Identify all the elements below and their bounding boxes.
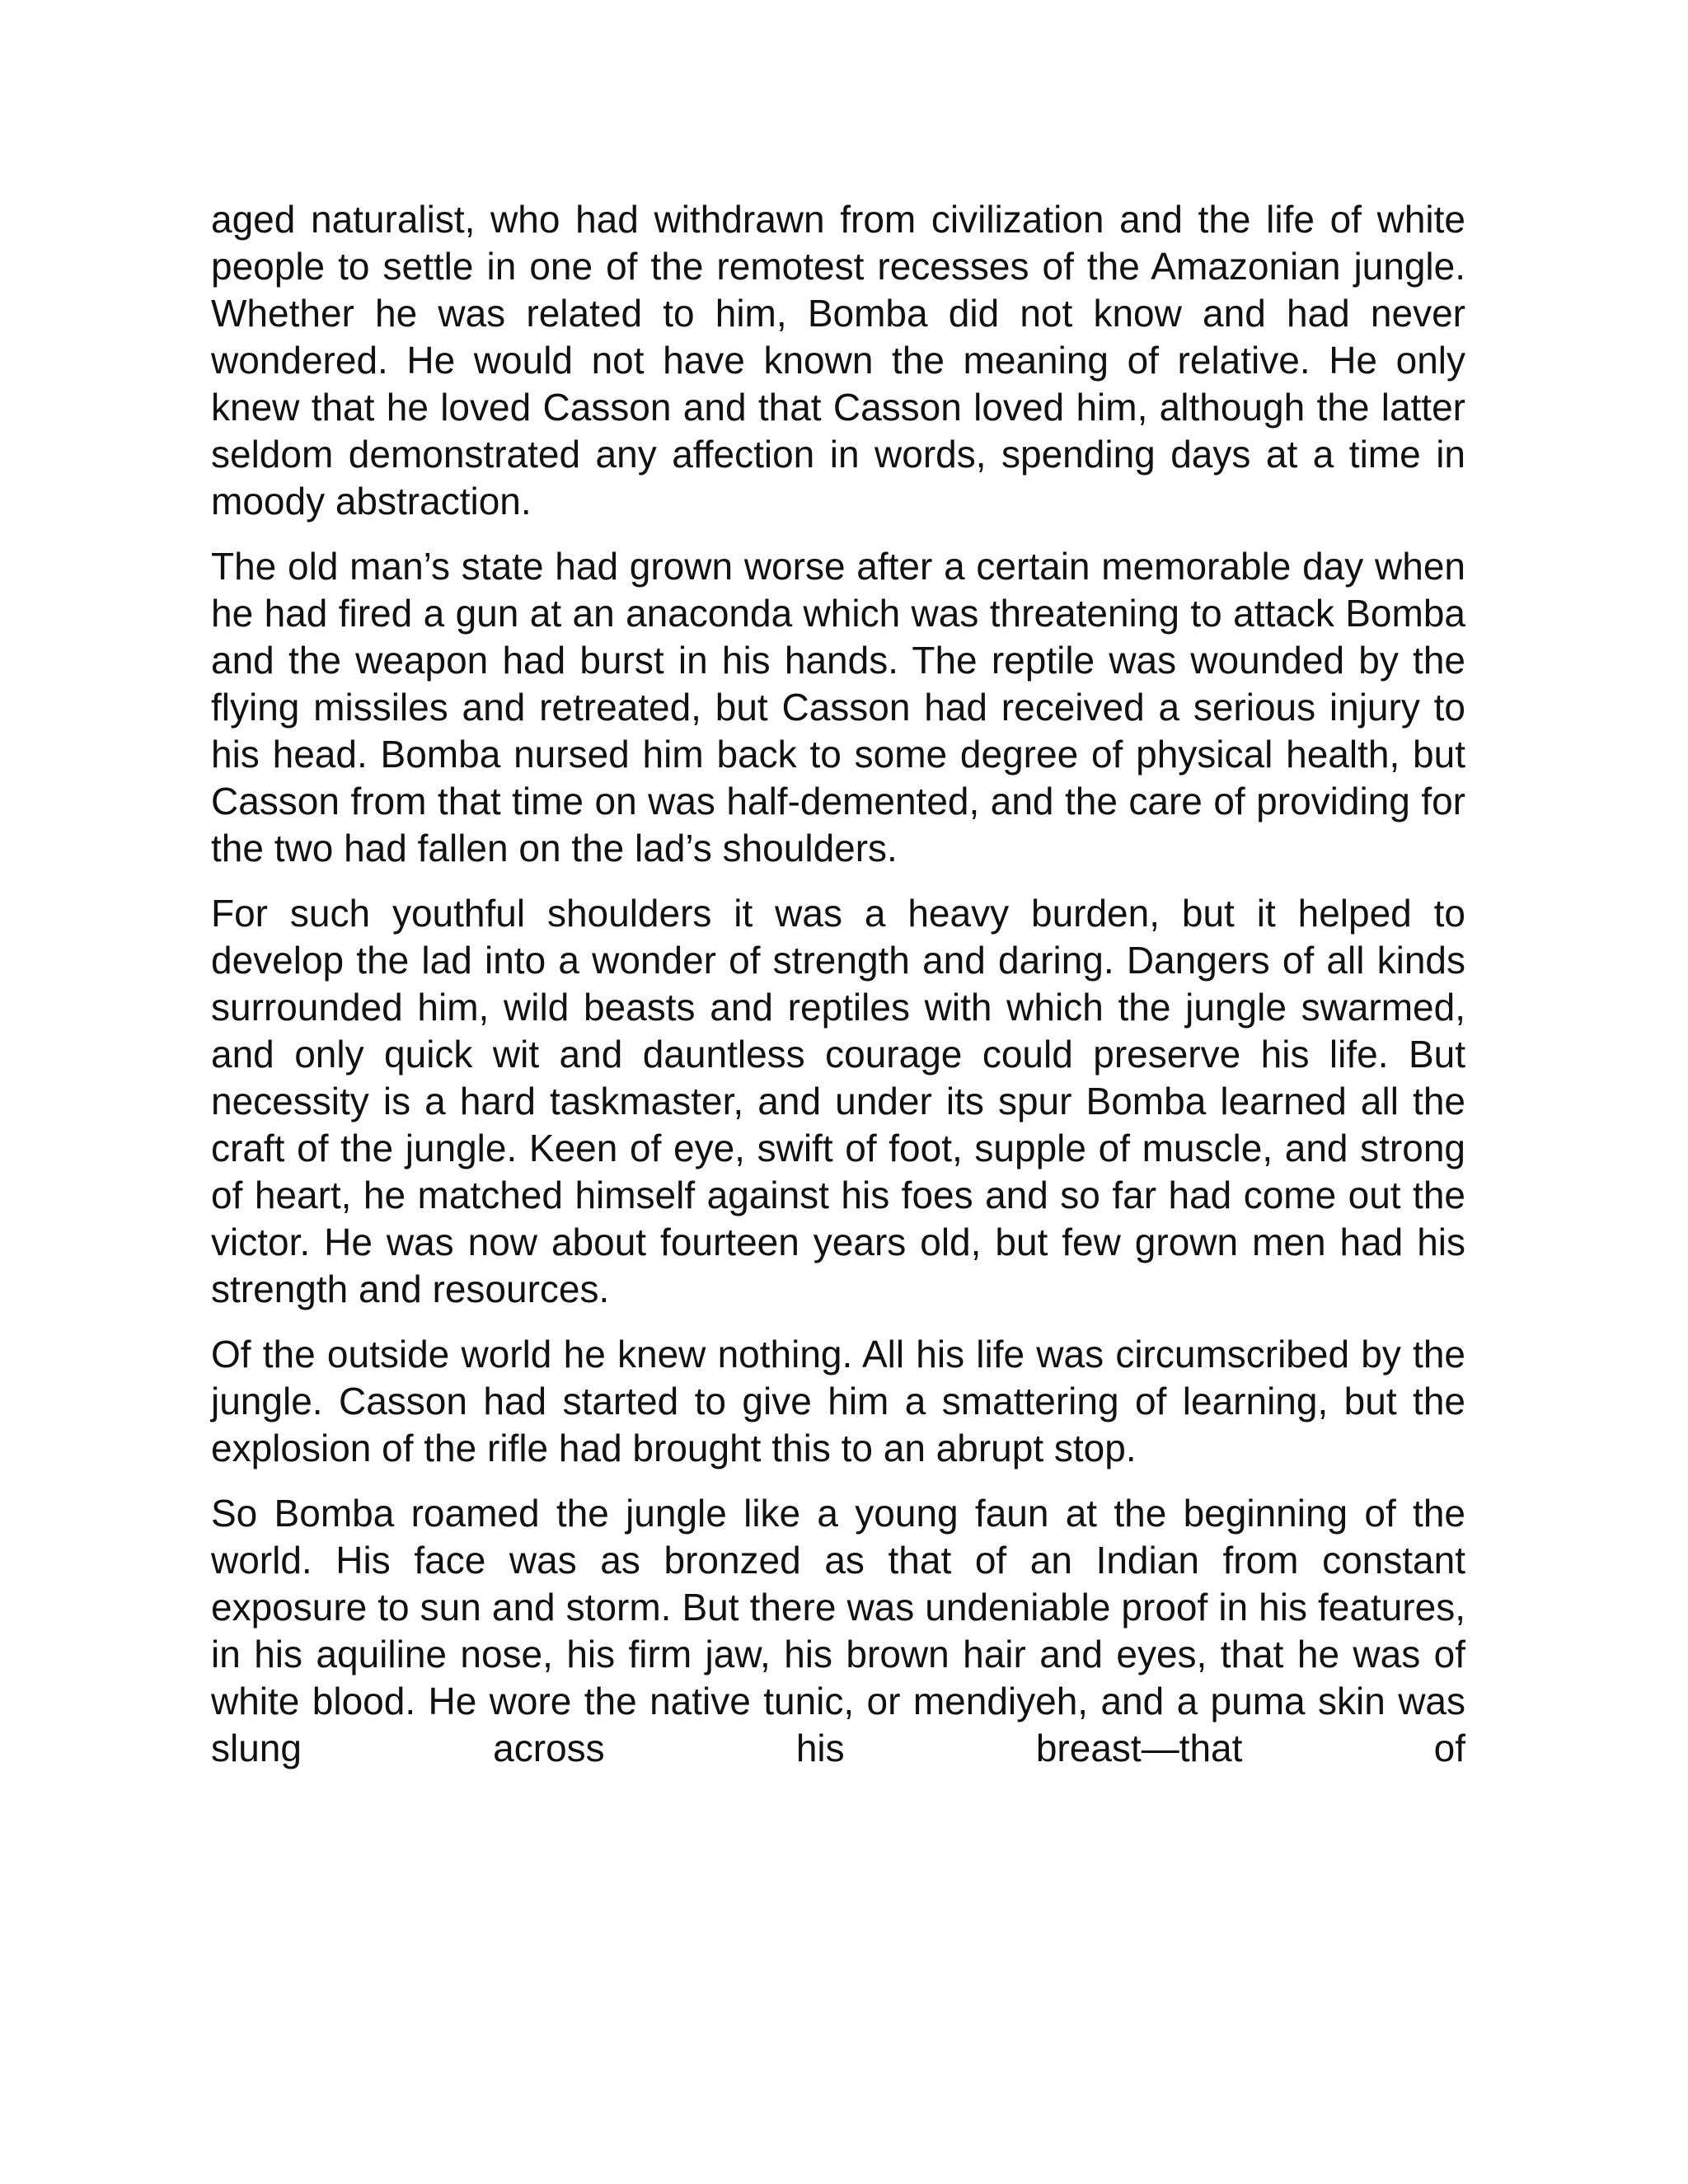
body-text xyxy=(211,196,1465,1790)
paragraph-5: So Bomba roamed the jungle like a young faun at the beginning of the world. His face was as bronzed as that of an Indian from constant exposure to sun and storm. But there was undeniable proof in his features, in his aquiline nose, his firm jaw, his brown hair and eyes, that he was of white blood. He wore the native tunic, or mendiyeh, and a puma skin was slung across his breast—that of xyxy=(211,1492,1465,1769)
paragraph-1: aged naturalist, who had withdrawn from civilization and the life of white people to settle in one of the remotest recesses of the Amazonian jungle. Whether he was related to him, Bomba did not know and had never wondered. He would not have known the meaning of relative. He only knew that he loved Casson and that Casson loved him, although the latter seldom demonstrated any affection in words, spending days at a time in moody abstraction. xyxy=(211,198,1465,523)
paragraph-4: Of the outside world he knew nothing. All his life was circumscribed by the jungle. Casson had started to give him a smattering of learning, but the explosion of the rifle had brought this to an abrupt stop. xyxy=(211,1333,1465,1469)
paragraph-3: For such youthful shoulders it was a heavy burden, but it helped to develop the lad into a wonder of strength and daring. Dangers of all kinds surrounded him, wild beasts and reptiles with which the jungle swarmed, and only quick wit and dauntless courage could preserve his life. But necessity is a hard taskmaster, and under its spur Bomba learned all the craft of the jungle. Keen of eye, swift of foot, supple of muscle, and strong of heart, he matched himself against his foes and so far had come out the victor. He was now about fourteen years old, but few grown men had his strength and resources. xyxy=(211,892,1465,1310)
paragraph-2: The old man’s state had grown worse after a certain memorable day when he had fired a gun at an anaconda which was threatening to attack Bomba and the weapon had burst in his hands. The reptile was wounded by the flying missiles and retreated, but Casson had received a serious injury to his head. Bomba nursed him back to some degree of physical health, but Casson from that time on was half-demented, and the care of providing for the two had fallen on the lad’s shoulders. xyxy=(211,545,1465,869)
